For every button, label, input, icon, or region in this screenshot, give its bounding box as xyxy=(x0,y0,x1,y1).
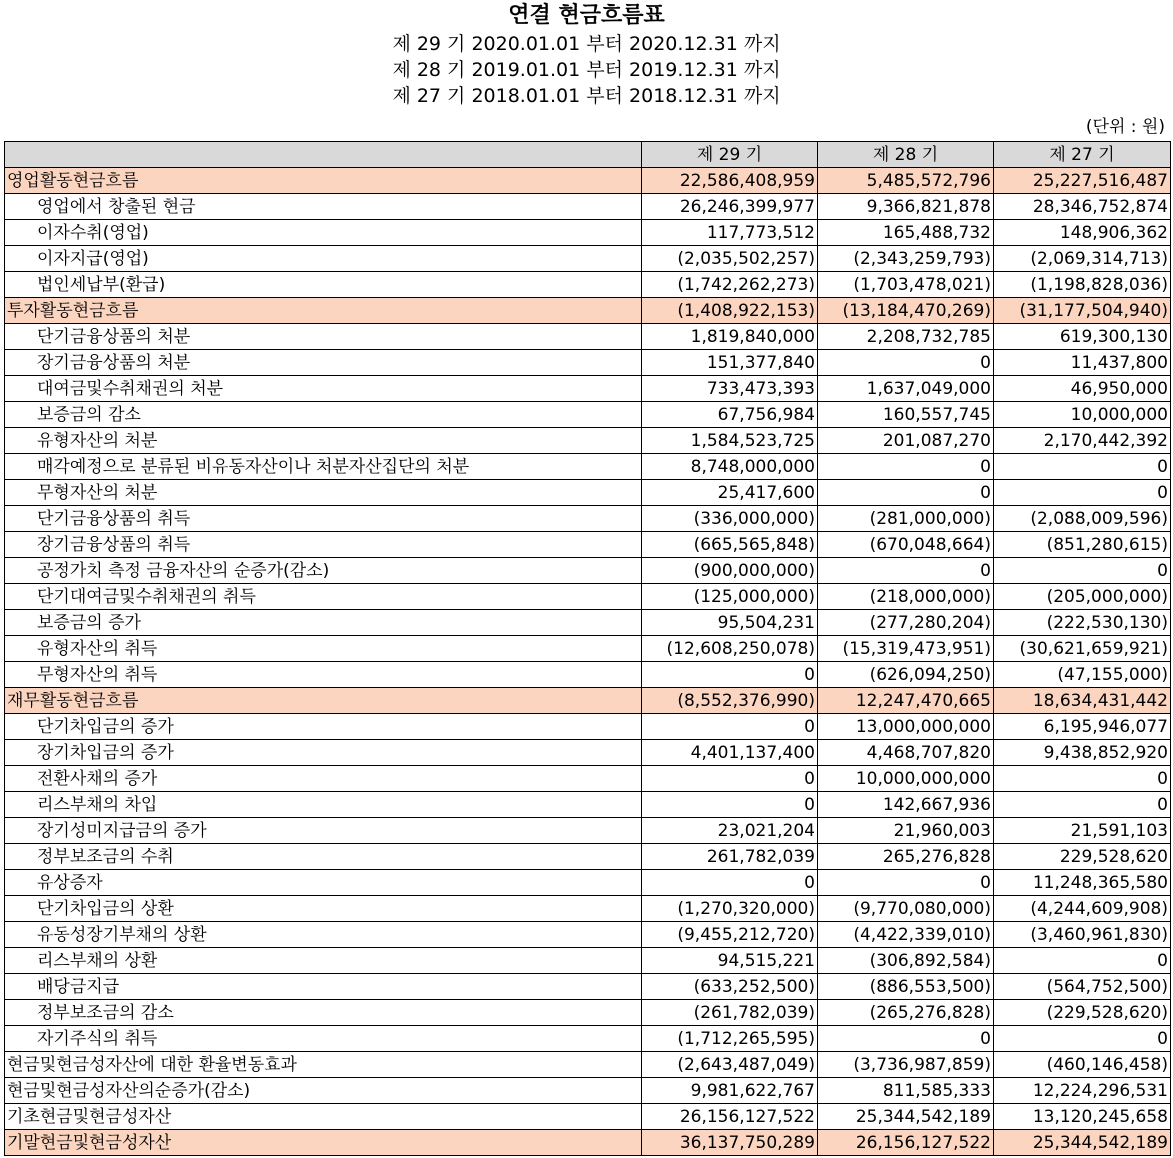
row-value: (47,155,000) xyxy=(994,662,1171,688)
row-value: (4,244,609,908) xyxy=(994,896,1171,922)
row-value: 4,401,137,400 xyxy=(642,740,818,766)
row-value: 13,000,000,000 xyxy=(818,714,994,740)
row-value: (229,528,620) xyxy=(994,1000,1171,1026)
table-row xyxy=(5,1104,1171,1130)
row-label: 리스부채의 차입 xyxy=(5,792,642,818)
row-value: (265,276,828) xyxy=(818,1000,994,1026)
row-value: (564,752,500) xyxy=(994,974,1171,1000)
row-value: 0 xyxy=(642,714,818,740)
row-value: 25,344,542,189 xyxy=(818,1104,994,1130)
row-label: 자기주식의 취득 xyxy=(5,1026,642,1052)
table-row xyxy=(5,610,1171,636)
row-value: 2,208,732,785 xyxy=(818,324,994,350)
row-value: 0 xyxy=(642,870,818,896)
row-value: 733,473,393 xyxy=(642,376,818,402)
table-body xyxy=(5,168,1171,1156)
row-value: (261,782,039) xyxy=(642,1000,818,1026)
row-value: (851,280,615) xyxy=(994,532,1171,558)
table-header-row xyxy=(5,142,1171,168)
row-label: 기말현금및현금성자산 xyxy=(5,1130,642,1156)
row-value: 165,488,732 xyxy=(818,220,994,246)
row-value: 148,906,362 xyxy=(994,220,1171,246)
row-value: 0 xyxy=(994,480,1171,506)
table-row xyxy=(5,662,1171,688)
table-row xyxy=(5,896,1171,922)
table-row xyxy=(5,1026,1171,1052)
row-label: 단기금융상품의 취득 xyxy=(5,506,642,532)
row-value: (2,069,314,713) xyxy=(994,246,1171,272)
row-label: 장기차입금의 증가 xyxy=(5,740,642,766)
row-label: 유동성장기부채의 상환 xyxy=(5,922,642,948)
row-label: 매각예정으로 분류된 비유동자산이나 처분자산집단의 처분 xyxy=(5,454,642,480)
row-value: (2,035,502,257) xyxy=(642,246,818,272)
row-label: 대여금및수취채권의 처분 xyxy=(5,376,642,402)
unit-label: (단위 : 원) xyxy=(1085,117,1165,137)
table-row xyxy=(5,506,1171,532)
row-value: 229,528,620 xyxy=(994,844,1171,870)
row-value: (336,000,000) xyxy=(642,506,818,532)
row-value: (205,000,000) xyxy=(994,584,1171,610)
row-value: 0 xyxy=(818,350,994,376)
table-row xyxy=(5,1130,1171,1156)
row-value: 261,782,039 xyxy=(642,844,818,870)
table-row xyxy=(5,324,1171,350)
row-value: 0 xyxy=(994,766,1171,792)
row-value: 6,195,946,077 xyxy=(994,714,1171,740)
row-value: 25,417,600 xyxy=(642,480,818,506)
row-value: (222,530,130) xyxy=(994,610,1171,636)
row-value: 11,248,365,580 xyxy=(994,870,1171,896)
row-value: 0 xyxy=(642,766,818,792)
table-row xyxy=(5,558,1171,584)
row-value: 9,366,821,878 xyxy=(818,194,994,220)
row-value: 0 xyxy=(994,558,1171,584)
table-row xyxy=(5,1000,1171,1026)
table-row xyxy=(5,844,1171,870)
row-label: 정부보조금의 수취 xyxy=(5,844,642,870)
row-value: (886,553,500) xyxy=(818,974,994,1000)
row-value: (306,892,584) xyxy=(818,948,994,974)
statement-title: 연결 현금흐름표 xyxy=(508,3,665,28)
row-value: 67,756,984 xyxy=(642,402,818,428)
row-label: 장기성미지급금의 증가 xyxy=(5,818,642,844)
row-value: 13,120,245,658 xyxy=(994,1104,1171,1130)
row-value: 1,819,840,000 xyxy=(642,324,818,350)
row-value: (1,270,320,000) xyxy=(642,896,818,922)
row-value: 0 xyxy=(642,662,818,688)
row-value: 117,773,512 xyxy=(642,220,818,246)
period-line-29: 제 29 기 2020.01.01 부터 2020.12.31 까지 xyxy=(392,33,781,55)
row-value: 46,950,000 xyxy=(994,376,1171,402)
table-row xyxy=(5,714,1171,740)
row-value: (8,552,376,990) xyxy=(642,688,818,714)
row-value: 10,000,000 xyxy=(994,402,1171,428)
table-row xyxy=(5,636,1171,662)
table-row xyxy=(5,194,1171,220)
row-label: 단기차입금의 증가 xyxy=(5,714,642,740)
row-label: 배당금지급 xyxy=(5,974,642,1000)
table-row xyxy=(5,870,1171,896)
row-value: 0 xyxy=(818,480,994,506)
table-row xyxy=(5,532,1171,558)
row-value: 0 xyxy=(994,948,1171,974)
table-row xyxy=(5,376,1171,402)
row-value: 22,586,408,959 xyxy=(642,168,818,194)
row-value: (277,280,204) xyxy=(818,610,994,636)
table-row xyxy=(5,922,1171,948)
row-value: 0 xyxy=(994,792,1171,818)
row-value: (626,094,250) xyxy=(818,662,994,688)
table-row xyxy=(5,220,1171,246)
row-value: 4,468,707,820 xyxy=(818,740,994,766)
table-row xyxy=(5,818,1171,844)
table-row xyxy=(5,948,1171,974)
table-row xyxy=(5,1078,1171,1104)
row-value: (2,343,259,793) xyxy=(818,246,994,272)
table-row xyxy=(5,454,1171,480)
cash-flow-table xyxy=(4,141,1171,1156)
row-value: (633,252,500) xyxy=(642,974,818,1000)
row-value: (665,565,848) xyxy=(642,532,818,558)
header-label-column xyxy=(5,142,642,168)
row-label: 단기대여금및수취채권의 취득 xyxy=(5,584,642,610)
row-value: 25,344,542,189 xyxy=(994,1130,1171,1156)
row-label: 정부보조금의 감소 xyxy=(5,1000,642,1026)
row-label: 리스부채의 상환 xyxy=(5,948,642,974)
row-label: 이자수취(영업) xyxy=(5,220,642,246)
row-label: 법인세납부(환급) xyxy=(5,272,642,298)
table-row xyxy=(5,688,1171,714)
row-label: 전환사채의 증가 xyxy=(5,766,642,792)
table-row xyxy=(5,246,1171,272)
row-label: 기초현금및현금성자산 xyxy=(5,1104,642,1130)
row-label: 투자활동현금흐름 xyxy=(5,298,642,324)
row-value: (2,643,487,049) xyxy=(642,1052,818,1078)
row-label: 현금및현금성자산에 대한 환율변동효과 xyxy=(5,1052,642,1078)
row-value: 26,246,399,977 xyxy=(642,194,818,220)
row-value: (1,198,828,036) xyxy=(994,272,1171,298)
row-value: (460,146,458) xyxy=(994,1052,1171,1078)
row-value: 26,156,127,522 xyxy=(642,1104,818,1130)
row-value: 8,748,000,000 xyxy=(642,454,818,480)
row-value: (12,608,250,078) xyxy=(642,636,818,662)
row-label: 무형자산의 처분 xyxy=(5,480,642,506)
row-value: 23,021,204 xyxy=(642,818,818,844)
row-value: (13,184,470,269) xyxy=(818,298,994,324)
row-value: 21,960,003 xyxy=(818,818,994,844)
row-value: 26,156,127,522 xyxy=(818,1130,994,1156)
table-row xyxy=(5,740,1171,766)
row-label: 유형자산의 취득 xyxy=(5,636,642,662)
row-value: (2,088,009,596) xyxy=(994,506,1171,532)
row-value: 28,346,752,874 xyxy=(994,194,1171,220)
row-value: 12,247,470,665 xyxy=(818,688,994,714)
row-value: 9,438,852,920 xyxy=(994,740,1171,766)
row-value: (30,621,659,921) xyxy=(994,636,1171,662)
row-value: (9,455,212,720) xyxy=(642,922,818,948)
row-value: 151,377,840 xyxy=(642,350,818,376)
row-label: 보증금의 감소 xyxy=(5,402,642,428)
row-label: 현금및현금성자산의순증가(감소) xyxy=(5,1078,642,1104)
row-value: 25,227,516,487 xyxy=(994,168,1171,194)
row-value: 2,170,442,392 xyxy=(994,428,1171,454)
header-period-29: 제 29 기 xyxy=(642,142,818,168)
table-row xyxy=(5,402,1171,428)
row-value: 95,504,231 xyxy=(642,610,818,636)
row-label: 장기금융상품의 취득 xyxy=(5,532,642,558)
row-label: 이자지급(영업) xyxy=(5,246,642,272)
row-value: 10,000,000,000 xyxy=(818,766,994,792)
row-value: (1,703,478,021) xyxy=(818,272,994,298)
table-row xyxy=(5,480,1171,506)
row-label: 단기차입금의 상환 xyxy=(5,896,642,922)
row-value: 0 xyxy=(642,792,818,818)
row-value: 265,276,828 xyxy=(818,844,994,870)
row-value: 201,087,270 xyxy=(818,428,994,454)
row-value: 21,591,103 xyxy=(994,818,1171,844)
row-value: 9,981,622,767 xyxy=(642,1078,818,1104)
row-value: (125,000,000) xyxy=(642,584,818,610)
period-line-27: 제 27 기 2018.01.01 부터 2018.12.31 까지 xyxy=(392,85,781,107)
row-value: (218,000,000) xyxy=(818,584,994,610)
row-value: 811,585,333 xyxy=(818,1078,994,1104)
row-value: 0 xyxy=(994,454,1171,480)
row-value: (1,742,262,273) xyxy=(642,272,818,298)
row-value: (15,319,473,951) xyxy=(818,636,994,662)
row-value: 94,515,221 xyxy=(642,948,818,974)
row-value: (670,048,664) xyxy=(818,532,994,558)
row-label: 영업에서 창출된 현금 xyxy=(5,194,642,220)
row-label: 무형자산의 취득 xyxy=(5,662,642,688)
table-row xyxy=(5,584,1171,610)
table-row xyxy=(5,1052,1171,1078)
row-value: 18,634,431,442 xyxy=(994,688,1171,714)
row-label: 유형자산의 처분 xyxy=(5,428,642,454)
row-value: (9,770,080,000) xyxy=(818,896,994,922)
row-value: (281,000,000) xyxy=(818,506,994,532)
row-value: 0 xyxy=(994,1026,1171,1052)
row-value: (3,460,961,830) xyxy=(994,922,1171,948)
row-value: 1,637,049,000 xyxy=(818,376,994,402)
row-value: 5,485,572,796 xyxy=(818,168,994,194)
row-label: 유상증자 xyxy=(5,870,642,896)
row-value: 12,224,296,531 xyxy=(994,1078,1171,1104)
row-value: (4,422,339,010) xyxy=(818,922,994,948)
table-row xyxy=(5,974,1171,1000)
row-label: 단기금융상품의 처분 xyxy=(5,324,642,350)
row-value: 619,300,130 xyxy=(994,324,1171,350)
row-value: (3,736,987,859) xyxy=(818,1052,994,1078)
row-label: 영업활동현금흐름 xyxy=(5,168,642,194)
row-label: 보증금의 증가 xyxy=(5,610,642,636)
table-row xyxy=(5,168,1171,194)
row-value: (1,408,922,153) xyxy=(642,298,818,324)
row-value: 11,437,800 xyxy=(994,350,1171,376)
table-row xyxy=(5,766,1171,792)
row-value: (1,712,265,595) xyxy=(642,1026,818,1052)
header-period-27: 제 27 기 xyxy=(994,142,1171,168)
row-value: 36,137,750,289 xyxy=(642,1130,818,1156)
table-row xyxy=(5,792,1171,818)
row-value: 160,557,745 xyxy=(818,402,994,428)
table-row xyxy=(5,272,1171,298)
row-value: 142,667,936 xyxy=(818,792,994,818)
row-value: 0 xyxy=(818,454,994,480)
period-line-28: 제 28 기 2019.01.01 부터 2019.12.31 까지 xyxy=(392,59,781,81)
row-label: 공정가치 측정 금융자산의 순증가(감소) xyxy=(5,558,642,584)
row-value: (900,000,000) xyxy=(642,558,818,584)
table-row xyxy=(5,428,1171,454)
row-value: 0 xyxy=(818,870,994,896)
row-label: 재무활동현금흐름 xyxy=(5,688,642,714)
table-row xyxy=(5,350,1171,376)
header-period-28: 제 28 기 xyxy=(818,142,994,168)
table-row xyxy=(5,298,1171,324)
row-value: 0 xyxy=(818,1026,994,1052)
row-value: (31,177,504,940) xyxy=(994,298,1171,324)
row-value: 1,584,523,725 xyxy=(642,428,818,454)
row-label: 장기금융상품의 처분 xyxy=(5,350,642,376)
row-value: 0 xyxy=(818,558,994,584)
